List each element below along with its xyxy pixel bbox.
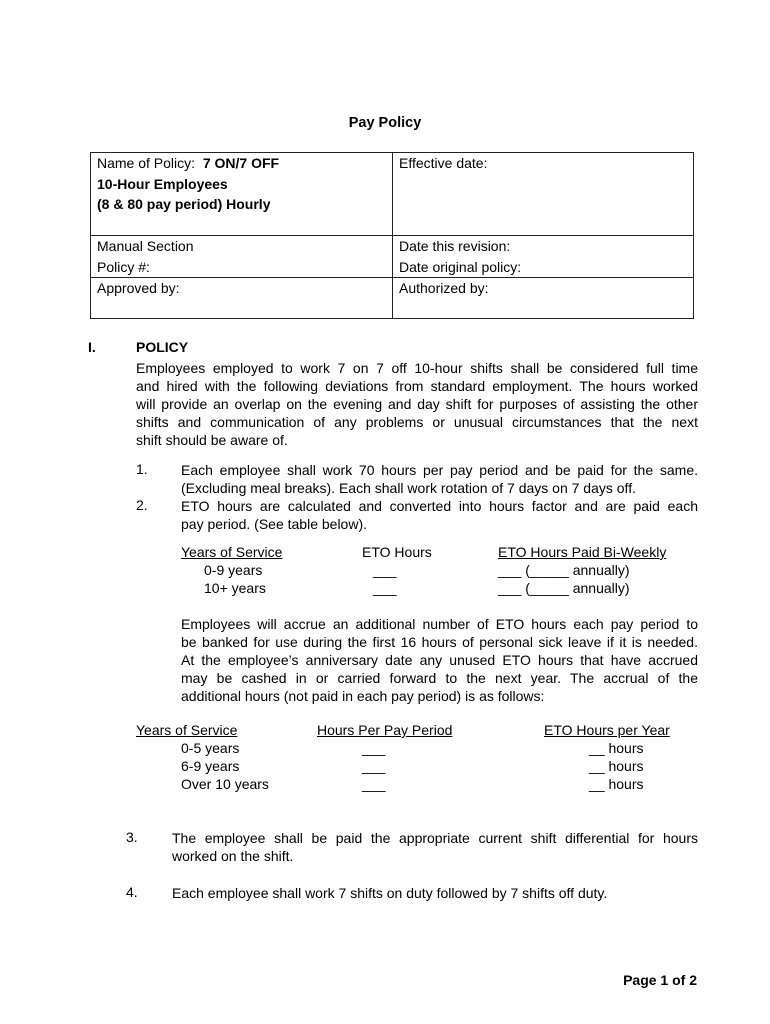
accrual-header-per-year: ETO Hours per Year <box>544 722 670 738</box>
item-line: The employee shall be paid the appropriate current shift differential for hours <box>172 830 698 846</box>
authorized-by-cell: Authorized by: <box>393 278 694 319</box>
accrual-row-per-year: __ hours <box>589 758 644 774</box>
item-line: worked on the shift. <box>172 848 294 864</box>
name-of-policy-line2: 10-Hour Employees <box>97 175 228 192</box>
section-heading: POLICY <box>136 339 189 355</box>
accrual-row-per-period: ___ <box>362 740 386 756</box>
accrual-line: may be cashed in or carried forward to the next year. The accrual of the <box>181 670 698 686</box>
name-of-policy-cell <box>91 153 393 236</box>
item-text <box>172 884 698 902</box>
accrual-line: additional hours (not paid in each pay period) is as follows: <box>181 688 545 704</box>
item-line: Each employee shall work 7 shifts on duty followed by 7 shifts off duty. <box>172 885 608 901</box>
intro-paragraph <box>136 359 698 449</box>
item-line: (Excluding meal breaks). Each shall work rotation of 7 days on 7 days off. <box>181 480 636 496</box>
eto-row-paid: ___ (_____ annually) <box>498 562 630 578</box>
intro-line: shift should be aware of. <box>136 432 288 448</box>
name-of-policy-value: 7 ON/7 OFF <box>202 155 280 171</box>
eto-row-years: 10+ years <box>204 580 266 596</box>
item-number: 4. <box>126 884 138 900</box>
accrual-header-years: Years of Service <box>136 722 238 738</box>
accrual-paragraph <box>181 615 698 705</box>
page-title: Pay Policy <box>348 115 422 131</box>
item-number: 3. <box>126 829 138 845</box>
item-number: 2. <box>136 497 148 513</box>
eto-row-hours: ___ <box>373 562 397 578</box>
item-line: pay period. (See table below). <box>181 516 367 532</box>
accrual-row-years: Over 10 years <box>181 776 269 792</box>
manual-section-cell: Manual Section <box>91 236 393 257</box>
item-line: ETO hours are calculated and converted into hours factor and are paid each <box>181 498 698 514</box>
item-text <box>181 461 698 497</box>
intro-line: Employees employed to work 7 on 7 off 10-hour shifts shall be considered full time <box>136 360 698 376</box>
section-numeral: I. <box>88 339 96 355</box>
accrual-line: Employees will accrue an additional number of ETO hours each pay period to <box>181 616 698 632</box>
policy-header-table <box>90 152 694 319</box>
eto-header-paid: ETO Hours Paid Bi-Weekly <box>498 544 667 560</box>
accrual-row-years: 0-5 years <box>181 740 240 756</box>
eto-header-hours: ETO Hours <box>362 544 432 560</box>
item-text <box>181 497 698 533</box>
accrual-row-years: 6-9 years <box>181 758 240 774</box>
accrual-row-per-year: __ hours <box>589 776 644 792</box>
intro-line: will provide an overlap on the evening and day shift for purposes of assisting the other <box>136 396 698 412</box>
accrual-row-per-period: ___ <box>362 758 386 774</box>
eto-row-hours: ___ <box>373 580 397 596</box>
name-of-policy-line3: (8 & 80 pay period) Hourly <box>97 196 271 213</box>
intro-line: shifts and communication of any problems or unusual circumstances that the next <box>136 414 698 430</box>
approved-by-cell: Approved by: <box>91 278 393 319</box>
accrual-row-per-year: __ hours <box>589 740 644 756</box>
item-number: 1. <box>136 461 148 477</box>
accrual-row-per-period: ___ <box>362 776 386 792</box>
accrual-line: be banked for use during the first 16 hours of personal sick leave if it is needed. <box>181 634 698 650</box>
intro-line: and hired with the following deviations from standard employment. The hours worked <box>136 378 698 394</box>
effective-date-cell: Effective date: <box>393 153 694 236</box>
accrual-header-per-period: Hours Per Pay Period <box>317 722 453 738</box>
item-text <box>172 829 698 865</box>
name-of-policy-label: Name of Policy: <box>97 155 196 171</box>
policy-number-cell: Policy #: <box>91 257 393 278</box>
page-number: Page 1 of 2 <box>623 972 697 988</box>
eto-header-years: Years of Service <box>181 544 283 560</box>
item-line: Each employee shall work 70 hours per pay period and be paid for the same. <box>181 462 698 478</box>
date-this-revision-cell: Date this revision: <box>393 236 694 257</box>
eto-row-paid: ___ (_____ annually) <box>498 580 630 596</box>
date-original-policy-cell: Date original policy: <box>393 257 694 278</box>
eto-row-years: 0-9 years <box>204 562 263 578</box>
accrual-line: At the employee’s anniversary date any unused ETO hours that have accrued <box>181 652 698 668</box>
